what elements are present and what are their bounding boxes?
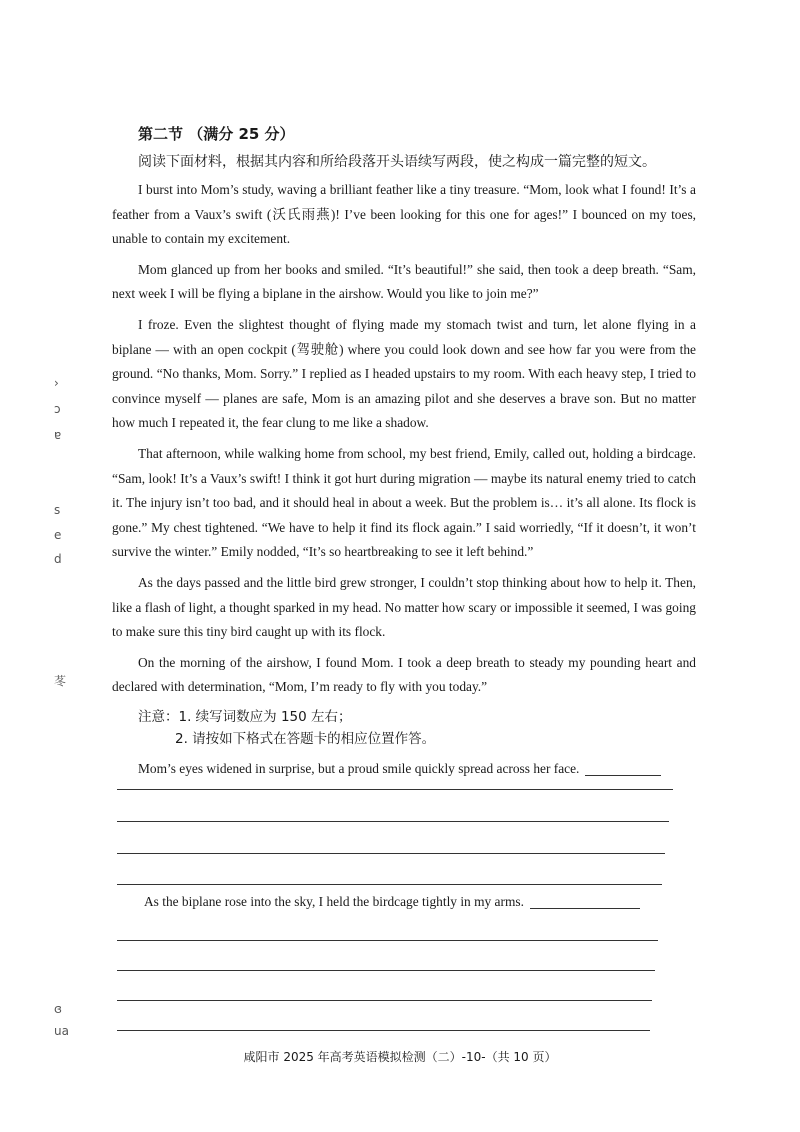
margin-mark: ɞ [54,1002,62,1016]
paragraph-starter-2 [144,891,704,913]
answer-line[interactable] [117,821,669,822]
story-paragraph: Mom glanced up from her books and smiled. “It’s beautiful!” she said, then took a deep breath. “Sam, next week I will be flying a biplane in the airshow. Would you like to join me?” [112,261,696,302]
margin-mark: 苳 [54,674,67,688]
starter-text: Mom’s eyes widened in surprise, but a proud smile quickly spread across her face. [138,760,580,776]
margin-mark: ɔ [54,402,61,416]
paragraph-starter-1 [138,758,696,780]
answer-line[interactable] [117,884,662,885]
answer-blank[interactable] [585,775,661,776]
answer-blank[interactable] [530,908,640,909]
story-paragraph: That afternoon, while walking home from school, my best friend, Emily, called out, holding a birdcage. “Sam, look! It’s a Vaux’s swift! I think it got hurt during migration — maybe its natural enemy tried to catch it. The injury isn’t too bad, and it should heal in about a week. But the problem is… it’s all alone. Its flock is gone.” My chest tightened. “We have to help it find its flock again.” I said worriedly, “If it doesn’t, it won’t survive the winter.” Emily nodded, “It’s so heartbreaking to see it left behind.” [112,445,696,560]
margin-mark: e [54,528,62,542]
section-heading: 第二节 （满分 25 分） [138,125,295,143]
story-paragraph: On the morning of the airshow, I found Mom. I took a deep breath to steady my pounding heart and declared with determination, “Mom, I’m ready to fly with you today.” [112,654,696,695]
starter-text: As the biplane rose into the sky, I held the birdcage tightly in my arms. [144,894,524,909]
answer-line[interactable] [117,853,665,854]
answer-line[interactable] [117,789,673,790]
margin-mark: ɐ [54,428,62,442]
margin-mark: ua [54,1024,69,1038]
note-format: 2. 请按如下格式在答题卡的相应位置作答。 [175,730,436,747]
question-content [112,124,696,780]
margin-mark: s [54,503,61,517]
margin-mark: d [54,552,62,566]
task-instruction: 阅读下面材料，根据其内容和所给段落开头语续写两段，使之构成一篇完整的短文。 [138,154,656,170]
margin-mark: › [54,376,59,390]
story-paragraph: I froze. Even the slightest thought of flying made my stomach twist and turn, let alone flying in a biplane — with an open cockpit (驾驶舱) where you could look down and see how far you were from the ground. “No thanks, Mom. Sorry.” I replied as I headed upstairs to my room. With each heavy step, I tried to convince myself — planes are safe, Mom is an amazing pilot and she deserves a brave son. But no matter how much I repeated it, the fear clung to me like a shadow. [112,316,696,431]
answer-line[interactable] [117,970,655,971]
answer-line[interactable] [117,1000,652,1001]
story-paragraph: I burst into Mom’s study, waving a brilliant feather like a tiny treasure. “Mom, look what I found! It’s a feather from a Vaux’s swift (沃氏雨燕)! I’ve been looking for this one for ages!” I bounced on my toes, unable to contain my excitement. [112,182,696,247]
story-paragraph: As the days passed and the little bird grew stronger, I couldn’t stop thinking about how to help it. Then, like a flash of light, a thought sparked in my head. No matter how scary or impossible it seemed, I was going to make sure this tiny bird caught up with its flock. [112,574,696,640]
answer-line[interactable] [117,940,658,941]
page-footer: 咸阳市 2025 年高考英语模拟检测（二）-10-（共 10 页） [243,1050,557,1064]
note-word-count: 注意：1. 续写词数应为 150 左右； [138,708,352,725]
answer-line[interactable] [117,1030,650,1031]
